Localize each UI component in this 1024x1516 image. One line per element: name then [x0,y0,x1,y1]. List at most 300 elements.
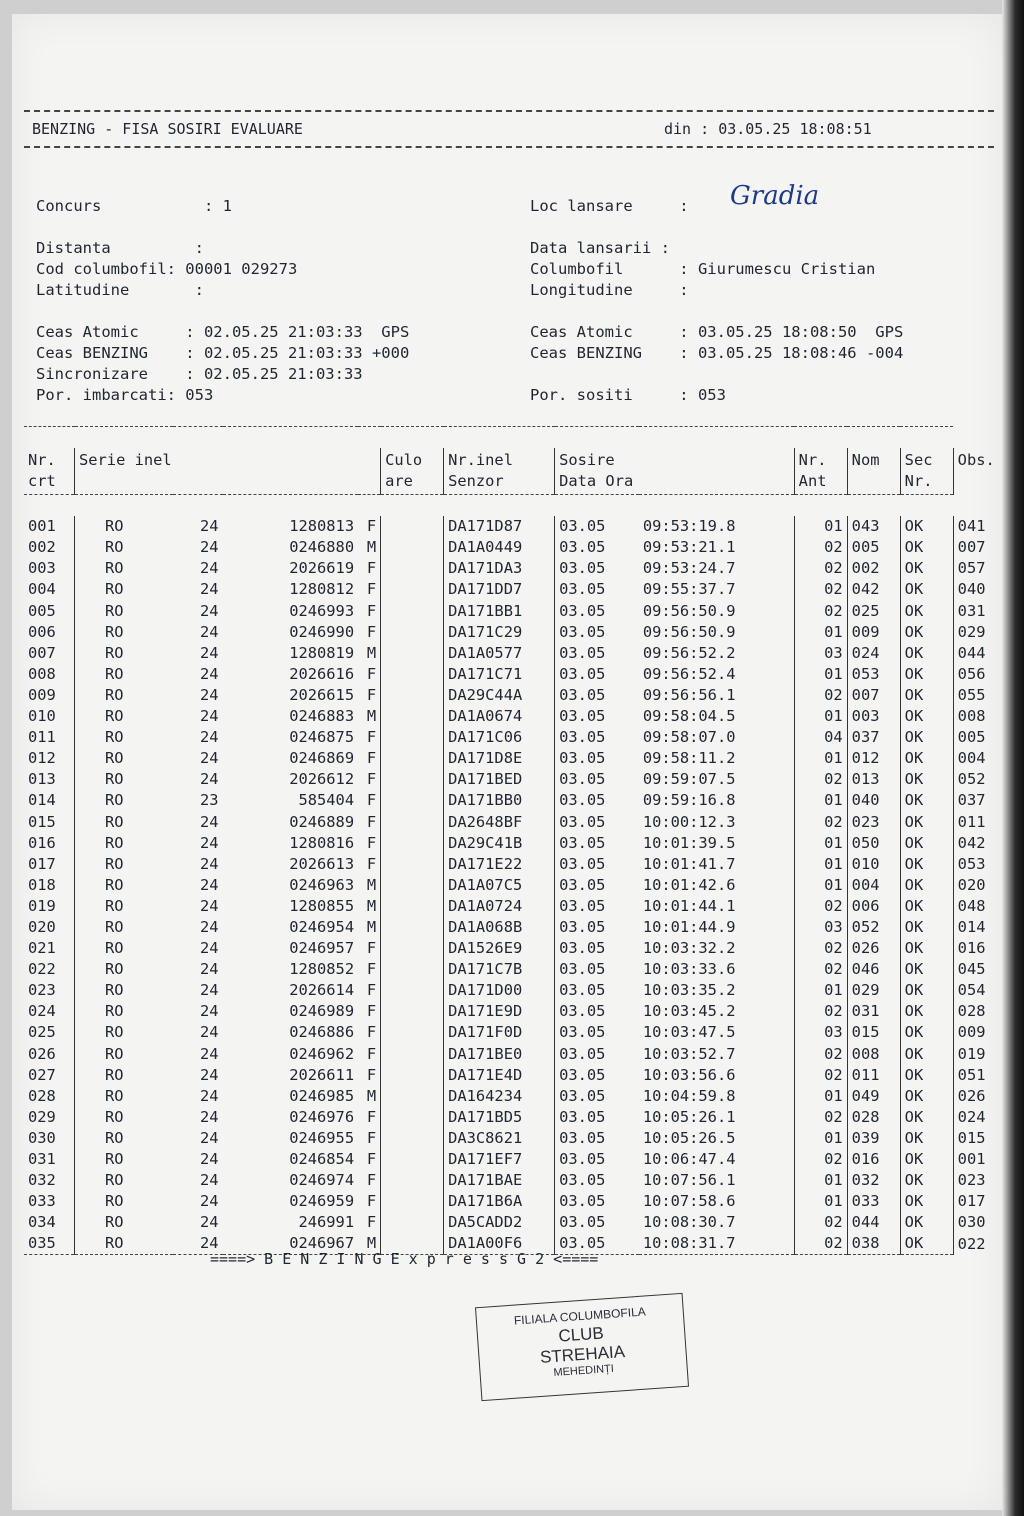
cell-ring: 2026615 [289,685,355,704]
cell-nr: 028 [28,1086,56,1105]
cell-ring: 0246959 [289,1192,355,1211]
cell-color [381,1044,444,1065]
cell-sex: F [366,939,377,958]
cell-sensor: DA171E4D [444,1065,555,1086]
cell-ring: 246991 [298,1213,355,1232]
cell-time: 10:05:26.5 [642,1128,736,1147]
cell-sensor: DA29C44A [444,685,555,706]
col-obs: Obs. [953,448,1004,495]
cell-color [381,896,444,917]
cell-nr: 033 [28,1192,56,1211]
col-sosire [555,448,795,495]
cell-year: 24 [199,749,219,768]
cell-year: 24 [199,1023,219,1042]
cell-year: 24 [199,728,219,747]
cell-year: 24 [199,833,219,852]
latitudine-field: Latitudine : [36,281,204,299]
cell-year: 24 [199,1234,219,1253]
stamp-line4: MEHEDINȚI [553,1362,615,1380]
cell-year: 24 [199,1128,219,1147]
table-row [24,601,1004,622]
cell-ring: 0246854 [289,1150,355,1168]
cell-time: 10:03:35.2 [642,981,736,1000]
cell-date: 03.05 [555,980,639,1001]
cell-time: 09:58:07.0 [642,728,736,747]
table-row [24,769,1004,790]
cell-sex: F [366,1023,377,1042]
cell-ant: 01 [794,833,847,854]
cell-nr: 001 [28,517,56,536]
stamp-line2: CLUB [557,1323,605,1346]
cell-year: 24 [199,960,219,979]
cell-time: 10:03:45.2 [642,1002,736,1021]
cell-country: RO [75,769,174,790]
table-row [24,685,1004,706]
cell-nom: 028 [847,1107,900,1128]
cell-color [381,833,444,854]
cell-color [381,537,444,558]
cell-color [381,1128,444,1149]
cell-sex: F [366,1065,377,1084]
cell-date: 03.05 [555,1065,639,1086]
cell-year: 24 [199,896,219,915]
cell-sensor: DA171C06 [444,727,555,748]
cell-nr: 011 [28,728,56,747]
cell-ant: 03 [794,917,847,938]
cell-nr: 023 [28,981,56,1000]
cell-sensor: DA1A068B [444,917,555,938]
cell-year: 24 [199,580,219,599]
cell-obs: 044 [953,643,1004,664]
din-label: din : [664,120,710,138]
cell-ring: 0246989 [289,1002,355,1021]
cell-time: 10:03:52.7 [642,1044,736,1063]
cell-date: 03.05 [555,727,639,748]
cell-sec: OK [900,790,953,811]
cell-nr: 010 [28,707,56,726]
cell-sex: F [366,791,377,810]
cell-sex: F [366,1107,377,1126]
cell-sex: F [366,664,377,683]
cell-ant: 01 [794,516,847,537]
cell-obs: 029 [953,622,1004,643]
cell-date: 03.05 [555,1107,639,1128]
header-row [24,112,994,146]
cell-ant: 02 [794,537,847,558]
cell-sex: M [366,538,377,557]
cell-date: 03.05 [555,706,639,727]
cell-ant: 01 [794,854,847,875]
cell-sec: OK [900,833,953,854]
cell-nr: 026 [28,1044,56,1063]
cell-time: 10:03:32.2 [642,939,736,958]
header-bottom-divider [24,146,994,148]
cell-color [381,1212,444,1233]
cell-date: 03.05 [555,1128,639,1149]
cell-time: 10:03:33.6 [642,960,736,979]
col-nr-inel-senzor [444,448,555,495]
cell-country: RO [75,854,174,875]
page-edge-shadow [1002,0,1024,1516]
cell-nom: 039 [847,1128,900,1149]
cell-date: 03.05 [555,1044,639,1065]
cell-sec: OK [900,769,953,790]
cell-country: RO [75,1212,174,1233]
cell-ring: 0246967 [289,1234,355,1253]
hdr-nrant2: Ant [798,472,827,491]
cell-sec: OK [900,1233,953,1255]
cell-year: 24 [199,1044,219,1063]
cell-ant: 02 [794,1107,847,1128]
cell-ring: 0246883 [289,707,355,726]
cell-nom: 002 [847,558,900,579]
cell-time: 10:04:59.8 [642,1086,736,1105]
cell-nom: 005 [847,537,900,558]
cell-date: 03.05 [555,790,639,811]
cell-date: 03.05 [555,1086,639,1107]
cell-date: 03.05 [555,769,639,790]
cell-nom: 007 [847,685,900,706]
cell-time: 09:59:07.5 [642,770,736,789]
cell-sec: OK [900,1149,953,1170]
cell-ant: 03 [794,1022,847,1043]
cell-country: RO [75,664,174,685]
cell-ant: 01 [794,980,847,1001]
cell-year: 24 [199,643,219,662]
table-top-divider [24,427,1004,449]
cell-color [381,748,444,769]
cell-nr: 022 [28,960,56,979]
cell-nr: 012 [28,749,56,768]
cell-color [381,1086,444,1107]
cell-time: 09:55:37.7 [642,580,736,599]
cell-country: RO [75,706,174,727]
cell-obs: 019 [953,1044,1004,1065]
cell-country: RO [75,790,174,811]
cell-ring: 0246962 [289,1044,355,1063]
stamp-line1: FILIALA COLUMBOFILA [513,1304,647,1328]
cell-sensor: DA1A0577 [444,643,555,664]
cell-time: 09:56:50.9 [642,622,736,641]
cell-country: RO [75,537,174,558]
table-row [24,980,1004,1001]
cell-color [381,664,444,685]
table-row [24,875,1004,896]
cell-sex: F [366,770,377,789]
ceas-atomic-left: Ceas Atomic : 02.05.25 21:03:33 GPS [36,323,410,341]
cell-ring: 2026613 [289,854,355,873]
cell-ring: 585404 [298,791,355,810]
cell-ring: 0246869 [289,749,355,768]
cell-nr: 035 [28,1234,56,1253]
cell-time: 10:05:26.1 [642,1107,736,1126]
table-row [24,1107,1004,1128]
cell-sex: F [366,854,377,873]
cell-sensor: DA171EF7 [444,1149,555,1170]
cell-country: RO [75,1191,174,1212]
cell-nom: 052 [847,917,900,938]
hdr-sosire: Sosire [559,451,615,470]
cell-color [381,1107,444,1128]
cell-country: RO [75,875,174,896]
cell-time: 09:56:52.4 [642,664,736,683]
cell-date: 03.05 [555,938,639,959]
cell-ring: 0246954 [289,917,355,936]
table-row [24,664,1004,685]
cell-date: 03.05 [555,748,639,769]
cell-sex: F [366,812,377,831]
cell-color [381,601,444,622]
cell-date: 03.05 [555,959,639,980]
cell-obs: 022 [953,1233,1004,1255]
cell-country: RO [75,516,174,537]
cell-nom: 043 [847,516,900,537]
cell-ant: 02 [794,558,847,579]
cell-nr: 005 [28,601,56,620]
cell-time: 10:01:41.7 [642,854,736,873]
cell-nom: 008 [847,1044,900,1065]
cell-time: 10:01:42.6 [642,875,736,894]
cell-time: 09:56:50.9 [642,601,736,620]
cell-time: 09:53:19.8 [642,517,736,536]
cell-nom: 038 [847,1233,900,1255]
cell-sex: F [366,1002,377,1021]
table-row [24,938,1004,959]
cell-nom: 012 [847,748,900,769]
cell-sensor: DA3C8621 [444,1128,555,1149]
cell-sensor: DA1A00F6 [444,1233,555,1255]
hdr-crt: crt [28,472,56,491]
cell-sec: OK [900,1107,953,1128]
datetime-value: 03.05.25 18:08:51 [718,120,872,138]
cell-sex: F [366,559,377,578]
ceas-benzing-left: Ceas BENZING : 02.05.25 21:03:33 +000 [36,344,410,362]
cell-ant: 01 [794,790,847,811]
table-row [24,622,1004,643]
cell-year: 24 [199,1065,219,1084]
cell-nom: 010 [847,854,900,875]
cell-date: 03.05 [555,1191,639,1212]
cell-sex: F [366,960,377,979]
cell-color [381,1149,444,1170]
table-row [24,1128,1004,1149]
cell-sensor: DA1A0724 [444,896,555,917]
cell-sensor: DA171B6A [444,1191,555,1212]
cell-ant: 02 [794,1212,847,1233]
cell-nom: 053 [847,664,900,685]
hdr-senzor: Senzor [448,472,504,491]
col-nom: Nom [847,448,900,495]
cell-time: 10:01:44.9 [642,917,736,936]
cell-obs: 023 [953,1170,1004,1191]
cell-obs: 037 [953,790,1004,811]
cell-nr: 032 [28,1171,56,1190]
cell-date: 03.05 [555,896,639,917]
cell-ant: 03 [794,643,847,664]
cell-ring: 1280852 [289,960,355,979]
cell-sensor: DA2648BF [444,812,555,833]
cell-obs: 008 [953,706,1004,727]
cell-ant: 01 [794,1086,847,1107]
cell-color [381,1065,444,1086]
table-row [24,896,1004,917]
cell-nr: 002 [28,538,56,557]
cell-color [381,558,444,579]
por-imbarcati-field: Por. imbarcati: 053 [36,386,214,404]
cell-ring: 1280819 [289,643,355,662]
cell-obs: 042 [953,833,1004,854]
cell-year: 24 [199,559,219,578]
cell-year: 24 [199,875,219,894]
cell-sec: OK [900,748,953,769]
cell-nom: 004 [847,875,900,896]
hdr-nr: Nr. [28,451,56,470]
cell-sensor: DA171E22 [444,854,555,875]
cell-date: 03.05 [555,622,639,643]
cell-nr: 025 [28,1023,56,1042]
cell-year: 24 [199,1171,219,1190]
cell-ant: 02 [794,938,847,959]
cell-date: 03.05 [555,664,639,685]
cell-sensor: DA1A0674 [444,706,555,727]
cell-ant: 02 [794,1001,847,1022]
por-sositi-field: Por. sositi : 053 [530,386,726,404]
cell-sec: OK [900,727,953,748]
cell-nr: 006 [28,622,56,641]
cell-sensor: DA171F0D [444,1022,555,1043]
cell-sec: OK [900,896,953,917]
cell-obs: 001 [953,1149,1004,1170]
cell-date: 03.05 [555,1212,639,1233]
table-row [24,959,1004,980]
cell-nr: 027 [28,1065,56,1084]
cell-year: 24 [199,1002,219,1021]
cell-ring: 1280855 [289,896,355,915]
cell-time: 10:07:56.1 [642,1171,736,1190]
cell-ring: 0246955 [289,1128,355,1147]
table-row [24,917,1004,938]
cell-ring: 0246875 [289,728,355,747]
cell-sensor: DA171C7B [444,959,555,980]
cell-date: 03.05 [555,1022,639,1043]
cell-ant: 02 [794,769,847,790]
cell-sensor: DA171C29 [444,622,555,643]
cell-sec: OK [900,959,953,980]
cell-sex: F [366,517,377,536]
cell-ant: 02 [794,959,847,980]
cell-sensor: DA171D8E [444,748,555,769]
cell-country: RO [75,1233,174,1255]
table-row [24,1022,1004,1043]
cell-color [381,622,444,643]
cell-color [381,959,444,980]
cell-obs: 026 [953,1086,1004,1107]
cell-sensor: DA171BAE [444,1170,555,1191]
cell-sex: F [366,749,377,768]
report-header [24,110,994,148]
cell-date: 03.05 [555,558,639,579]
cell-color [381,790,444,811]
cell-nr: 034 [28,1213,56,1232]
cell-sex: M [366,707,377,726]
table-row [24,1170,1004,1191]
cell-country: RO [75,1107,174,1128]
table-row [24,1191,1004,1212]
cell-color [381,1001,444,1022]
hdr-nrant1: Nr. [798,451,827,470]
cell-country: RO [75,980,174,1001]
cell-nr: 009 [28,685,56,704]
table-row [24,854,1004,875]
cell-sex: M [366,1234,377,1253]
cell-date: 03.05 [555,1170,639,1191]
table-row [24,1065,1004,1086]
cell-sensor: DA171DA3 [444,558,555,579]
cell-ring: 0246886 [289,1023,355,1042]
cell-color [381,1170,444,1191]
cell-sec: OK [900,1128,953,1149]
footer-banner: ====> B E N Z I N G E x p r e s s G 2 <==== [210,1250,599,1268]
loc-lansare-handwritten: Gradia [730,181,820,211]
cell-ring: 2026611 [289,1065,355,1084]
cell-ring: 2026616 [289,664,355,683]
cell-ring: 2026619 [289,559,355,578]
cell-ant: 02 [794,579,847,600]
cell-nom: 011 [847,1065,900,1086]
cell-ant: 02 [794,896,847,917]
cell-ring: 0246880 [289,538,355,557]
cell-sex: F [366,728,377,747]
col-serie-inel: Serie inel [75,448,359,495]
cell-date: 03.05 [555,1149,639,1170]
cell-nom: 049 [847,1086,900,1107]
cell-nom: 042 [847,579,900,600]
table-row [24,1001,1004,1022]
cell-color [381,727,444,748]
cell-ant: 01 [794,1191,847,1212]
cell-obs: 030 [953,1212,1004,1233]
cell-sex: F [366,601,377,620]
cell-obs: 016 [953,938,1004,959]
cell-sensor: DA5CADD2 [444,1212,555,1233]
cell-year: 24 [199,707,219,726]
cell-ant: 01 [794,748,847,769]
cell-obs: 015 [953,1128,1004,1149]
cell-sec: OK [900,1170,953,1191]
cell-sensor: DA171E9D [444,1001,555,1022]
cell-ant: 01 [794,875,847,896]
cell-nom: 033 [847,1191,900,1212]
cell-sensor: DA171BB0 [444,790,555,811]
cell-sec: OK [900,643,953,664]
cell-sensor: DA171D00 [444,980,555,1001]
cell-year: 24 [199,517,219,536]
cell-sex: M [366,875,377,894]
cell-country: RO [75,1065,174,1086]
stamp-line3: STREHAIA [539,1342,626,1367]
cell-nom: 040 [847,790,900,811]
cell-time: 09:58:11.2 [642,749,736,768]
cell-date: 03.05 [555,875,639,896]
cell-sex: F [366,1171,377,1190]
cell-sensor: DA1A07C5 [444,875,555,896]
cell-obs: 011 [953,812,1004,833]
cell-color [381,769,444,790]
table-row [24,748,1004,769]
hdr-sec2: Nr. [904,472,933,491]
cell-sex: F [366,1213,377,1232]
cell-ant: 02 [794,812,847,833]
